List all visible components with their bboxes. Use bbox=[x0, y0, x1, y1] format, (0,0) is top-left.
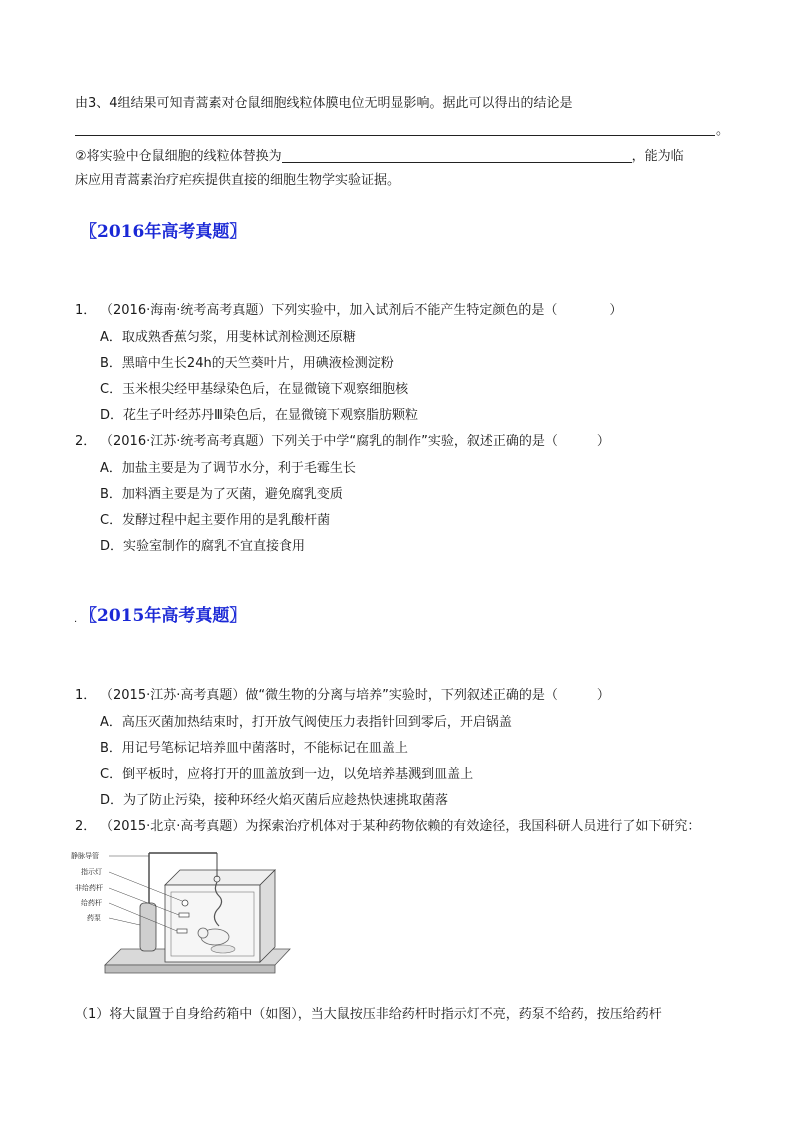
rat-shadow bbox=[211, 945, 235, 953]
answer-blank-mitochondria[interactable] bbox=[282, 149, 632, 163]
question-text: （2016·江苏·统考高考真题）下列关于中学“腐乳的制作”实验，叙述正确的是（ ） bbox=[100, 434, 610, 449]
drug-pump bbox=[140, 903, 156, 951]
intro-line-3 bbox=[75, 148, 684, 166]
option-a: A．取成熟香蕉匀浆，用斐林试剂检测还原糖 bbox=[100, 330, 356, 345]
intro-line-1: 由3、4组结果可知青蒿素对仓鼠细胞线粒体膜电位无明显影响。据此可以得出的结论是 bbox=[75, 96, 573, 111]
question-text: （2015·江苏·高考真题）做“微生物的分离与培养”实验时，下列叙述正确的是（ ） bbox=[100, 688, 610, 703]
self-administration-box-figure bbox=[65, 845, 305, 995]
section-title-2016: 〖2016年高考真题〗 bbox=[80, 222, 247, 242]
option-c: C．发酵过程中起主要作用的是乳酸杆菌 bbox=[100, 513, 331, 528]
section-marker-dot: . bbox=[74, 614, 78, 625]
question-text: （2015·北京·高考真题）为探索治疗机体对于某种药物依赖的有效途径，我国科研人员进行了如下研究： bbox=[100, 819, 701, 834]
label-active-lever: 给药杆 bbox=[81, 899, 102, 907]
answer-blank-conclusion[interactable] bbox=[75, 135, 715, 136]
question-number: 2． bbox=[75, 819, 97, 834]
active-lever bbox=[177, 929, 187, 933]
intro-line-3-end: ，能为临 bbox=[631, 149, 684, 164]
question-number: 1． bbox=[75, 303, 97, 318]
question-number: 1． bbox=[75, 688, 97, 703]
label-inactive-lever: 非给药杆 bbox=[75, 884, 103, 892]
option-d: D．花生子叶经苏丹Ⅲ染色后，在显微镜下观察脂肪颗粒 bbox=[100, 408, 418, 423]
option-b: B．黑暗中生长24h的天竺葵叶片，用碘液检测淀粉 bbox=[100, 356, 394, 371]
intro-line-3-start: ②将实验中仓鼠细胞的线粒体替换为 bbox=[75, 149, 282, 164]
question-text: （2016·海南·统考高考真题）下列实验中，加入试剂后不能产生特定颜色的是（ ） bbox=[100, 303, 623, 318]
option-b: B．加料酒主要是为了灭菌，避免腐乳变质 bbox=[100, 487, 343, 502]
intro-line-4: 床应用青蒿素治疗疟疾提供直接的细胞生物学实验证据。 bbox=[75, 173, 401, 188]
inactive-lever bbox=[179, 913, 189, 917]
section-title-2015: 〖2015年高考真题〗 bbox=[80, 606, 247, 626]
leader-pump bbox=[109, 918, 140, 925]
option-c: C．玉米根尖经甲基绿染色后，在显微镜下观察细胞核 bbox=[100, 382, 409, 397]
option-b: B．用记号笔标记培养皿中菌落时，不能标记在皿盖上 bbox=[100, 741, 408, 756]
question-number: 2． bbox=[75, 434, 97, 449]
indicator-light bbox=[182, 900, 188, 906]
label-catheter: 静脉导管 bbox=[71, 852, 99, 860]
label-indicator: 指示灯 bbox=[81, 868, 102, 876]
intro-line-2-end: 。 bbox=[716, 123, 730, 138]
option-a: A．高压灭菌加热结束时，打开放气阀使压力表指针回到零后，开启锅盖 bbox=[100, 715, 512, 730]
option-d: D．实验室制作的腐乳不宜直接食用 bbox=[100, 539, 306, 554]
figure-base-front bbox=[105, 965, 275, 973]
box-side bbox=[260, 870, 275, 962]
option-c: C．倒平板时，应将打开的皿盖放到一边，以免培养基溅到皿盖上 bbox=[100, 767, 474, 782]
option-d: D．为了防止污染，接种环经火焰灭菌后应趁热快速挑取菌落 bbox=[100, 793, 449, 808]
rat-head bbox=[198, 928, 208, 938]
option-a: A．加盐主要是为了调节水分，利于毛霉生长 bbox=[100, 461, 356, 476]
question-part-1: （1）将大鼠置于自身给药箱中（如图），当大鼠按压非给药杆时指示灯不亮，药泵不给药，按压给药杆 bbox=[75, 1007, 662, 1022]
label-pump: 药泵 bbox=[87, 914, 101, 922]
